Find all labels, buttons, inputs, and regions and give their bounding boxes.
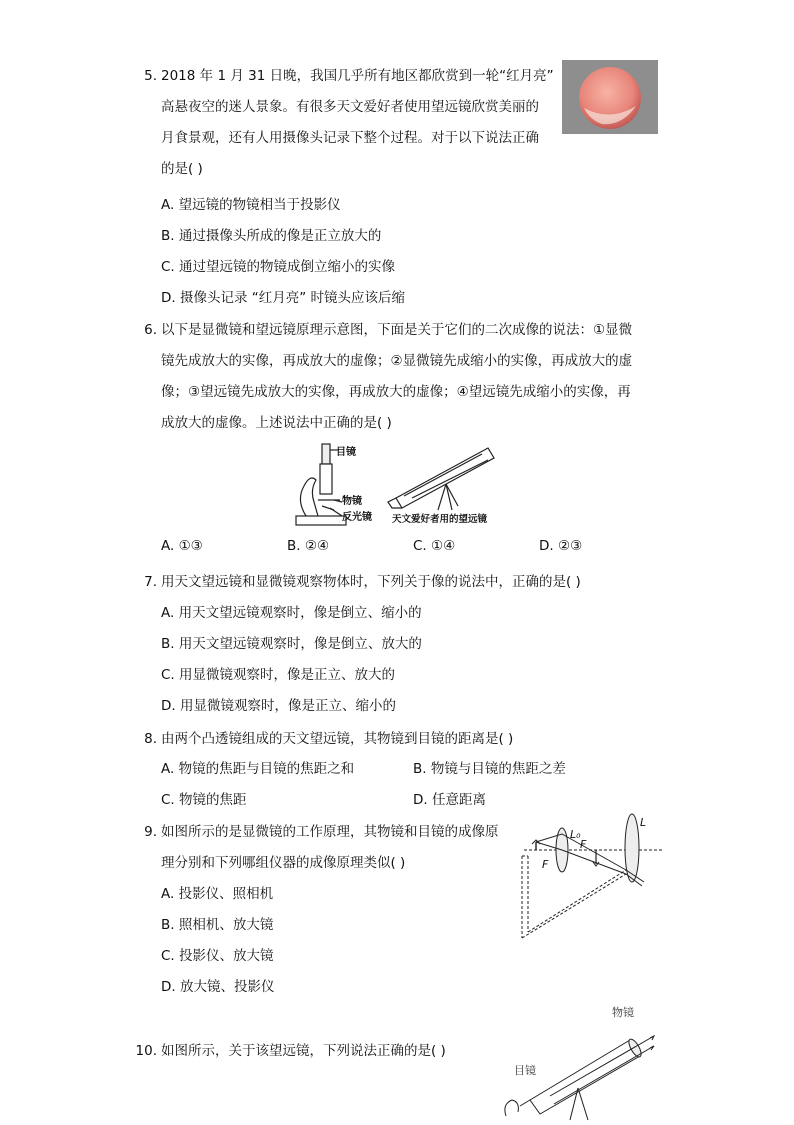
- option-8c[interactable]: C. 物镜的焦距: [161, 792, 247, 808]
- option-7a[interactable]: A. 用天文望远镜观察时，像是倒立、缩小的: [161, 605, 422, 621]
- question-stem: 如图所示的是显微镜的工作原理，其物镜和目镜的成像原 理分别和下列哪组仪器的成像原理类似( ): [161, 824, 499, 871]
- option-7c[interactable]: C. 用显微镜观察时，像是正立、放大的: [161, 667, 396, 683]
- option-6c[interactable]: C. ①④: [413, 538, 456, 554]
- question-stem: 如图所示，关于该望远镜，下列说法正确的是( ): [161, 1043, 446, 1059]
- option-5c[interactable]: C. 通过望远镜的物镜成倒立缩小的实像: [161, 259, 396, 275]
- microscope-optics-diagram: [514, 812, 664, 940]
- option-7b[interactable]: B. 用天文望远镜观察时，像是倒立、放大的: [161, 636, 422, 652]
- question-number: 8.: [144, 731, 157, 747]
- option-8d[interactable]: D. 任意距离: [413, 792, 486, 808]
- option-9d[interactable]: D. 放大镜、投影仪: [161, 979, 275, 995]
- option-9b[interactable]: B. 照相机、放大镜: [161, 917, 274, 933]
- question-number: 9.: [144, 824, 157, 840]
- microscope-telescope-figure: [292, 440, 512, 530]
- option-5b[interactable]: B. 通过摄像头所成的像是正立放大的: [161, 228, 382, 244]
- focus-f-label-1: F: [580, 838, 587, 851]
- eyepiece-label: 目镜: [514, 1064, 536, 1077]
- option-5d[interactable]: D. 摄像头记录 “红月亮” 时镜头应该后缩: [161, 290, 406, 306]
- question-number: 7.: [144, 574, 157, 590]
- option-6b[interactable]: B. ②④: [287, 538, 330, 554]
- eyepiece-label: 目镜: [336, 447, 356, 458]
- question-number: 6.: [144, 322, 157, 338]
- option-8a[interactable]: A. 物镜的焦距与目镜的焦距之和: [161, 761, 355, 777]
- objective-label: 物镜: [612, 1006, 634, 1019]
- lens-l0-label: L₀: [570, 828, 581, 841]
- question-number: 10.: [135, 1043, 157, 1059]
- telescope-caption: 天文爱好者用的望远镜: [392, 514, 488, 525]
- focus-f-label-2: F: [542, 858, 549, 871]
- reflector-label: 反光镜: [342, 512, 372, 523]
- question-stem: 2018 年 1 月 31 日晚，我国几乎所有地区都欣赏到一轮“红月亮” 高悬夜空的迷人景象。有很多天文爱好者使用望远镜欣赏美丽的 月食景观，还有人用摄像头记录下整个过程。对于以下说法正确 的是( ): [161, 68, 554, 177]
- question-number: 5.: [144, 68, 157, 84]
- telescope-diagram: [490, 1000, 660, 1121]
- option-9a[interactable]: A. 投影仪、照相机: [161, 886, 274, 902]
- telescope-drawing: [388, 448, 494, 510]
- red-moon-image: [562, 60, 658, 134]
- option-7d[interactable]: D. 用显微镜观察时，像是正立、缩小的: [161, 698, 396, 714]
- option-9c[interactable]: C. 投影仪、放大镜: [161, 948, 274, 964]
- option-6a[interactable]: A. ①③: [161, 538, 203, 554]
- lens-l-label: L: [640, 816, 647, 829]
- question-stem: 用天文望远镜和显微镜观察物体时，下列关于像的说法中，正确的是( ): [161, 574, 581, 590]
- option-8b[interactable]: B. 物镜与目镜的焦距之差: [413, 761, 566, 777]
- question-stem: 由两个凸透镜组成的天文望远镜，其物镜到目镜的距离是( ): [161, 731, 514, 747]
- question-stem: 以下是显微镜和望远镜原理示意图，下面是关于它们的二次成像的说法：①显微 镜先成放大的实像，再成放大的虚像；②显微镜先成缩小的实像，再成放大的虚 像；③望远镜先成放大的实像，再成放大的虚像；④望远镜先成缩小的实像，再 成放大的虚像。上述说法中正确的是( ): [161, 322, 633, 431]
- objective-label: 物镜: [342, 496, 362, 507]
- option-6d[interactable]: D. ②③: [539, 538, 583, 554]
- option-5a[interactable]: A. 望远镜的物镜相当于投影仪: [161, 197, 341, 213]
